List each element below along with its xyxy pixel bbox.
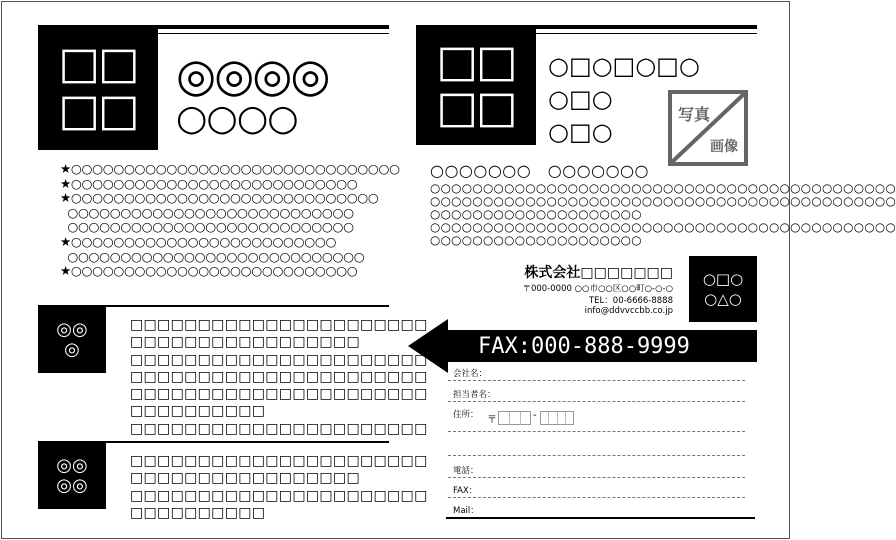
form-line-phone[interactable] xyxy=(448,477,745,478)
right-body-text: ○○○○○○○○○○○○○○○○○○○○○○○○○○○○○○○○○○○○○○○○○○○○ ○○○○○○○○○○○○○○○○○○○○○○○○○○○○○○○○○○○○○○○○○○○○ ○○○○○○○○○○○○○○○○○○○○ ○○○○○○○○○○○○○○○○○○○○○○○○○○○○○○○○○○○○○○○○○○○○ ○○○○○○○○○○○○○○○○○○○○ xyxy=(430,181,896,247)
company-name: 株式会社□□□□□□□ xyxy=(524,265,673,281)
fax-banner xyxy=(446,330,757,362)
fax-number: FAX:000-888-9999 xyxy=(478,333,690,359)
left-title-line2: ○○○○ xyxy=(176,98,298,139)
left-header-box-text: □□ □□ xyxy=(58,38,138,136)
form-label-address: 住所： xyxy=(453,410,479,420)
zip-field-1-sep-a xyxy=(509,412,510,424)
form-label-phone: 電話： xyxy=(453,466,479,476)
photo-placeholder xyxy=(668,90,748,166)
section1-icon: ◎◎ ◎ xyxy=(38,307,106,373)
right-header-box xyxy=(416,25,536,145)
photo-label-1: 写真 xyxy=(678,105,711,124)
photo-label-2: 画像 xyxy=(710,139,738,155)
right-title: ○□○□○□○ ○□○ ○□○ xyxy=(548,52,700,146)
form-label-fax: FAX： xyxy=(453,486,478,496)
company-tel: TEL：00-6666-8888 xyxy=(588,296,673,306)
left-title-line1: ◎◎◎◎ xyxy=(176,48,329,102)
company-logo: ○□○ ○△○ xyxy=(689,256,757,322)
section2-text: □□□□□□□□□□□□□□□□□□□□□□ □□□□□□□□□□□□□□□□□ □□□□□□□□□□□□□□□□□□□□□□ □□□□□□□□□□ xyxy=(130,453,428,521)
section1-text: □□□□□□□□□□□□□□□□□□□□□□ □□□□□□□□□□□□□□□□□ □□□□□□□□□□□□□□□□□□□□□□ □□□□□□□□□□□□□□□□□□□□□□ □□□□□□□□□□□□□□□□□□□□□□ □□□□□□□□□□ □□□□□□□□□□□□□□□□□□□□□□ xyxy=(130,317,428,437)
section2-icon: ◎◎ ◎◎ xyxy=(38,443,106,509)
right-header-rule-thick xyxy=(536,25,757,29)
zip-field-2-sep-c xyxy=(565,412,566,424)
form-label-company: 会社名： xyxy=(453,369,488,379)
left-header-rule-thin xyxy=(158,33,389,34)
form-bottom-rule xyxy=(446,517,755,519)
zip-mark: 〒 xyxy=(487,415,497,426)
fax-arrow-icon xyxy=(408,319,448,373)
zip-field-2-sep-b xyxy=(557,412,558,424)
form-line-person[interactable] xyxy=(448,401,745,402)
right-header-box-text: □□ □□ xyxy=(436,35,516,133)
zip-field-2-sep-a xyxy=(548,412,549,424)
left-bullet-list: ★○○○○○○○○○○○○○○○○○○○○○○○○○○○○○○○ ★○○○○○○○○○○○○○○○○○○○○○○○○○○○ ★○○○○○○○○○○○○○○○○○○○○○○○○○○○○○ ○○○○○○○○○○○○○○○○○○○○○○○○○○○ ○○○○○○○○○○○○○○○○○○○○○○○○○○○ ★○○○○○○○○○○○○○○○○○○○○○○○○○ ○○○○○○○○○○○○○○○○○○○○○○○○○○○○ ★○○○○○○○○○○○○○○○○○○○○○○○○○○○ xyxy=(60,161,400,279)
right-subtitle: ○○○○○○○ ○○○○○○○ xyxy=(430,161,649,180)
zip-dash: - xyxy=(533,410,537,421)
left-header-box xyxy=(38,25,158,150)
right-header-rule-thin xyxy=(536,33,757,34)
zip-field-1-sep-b xyxy=(520,412,521,424)
form-line-address-1[interactable] xyxy=(448,431,745,432)
form-line-address-2[interactable] xyxy=(448,455,745,456)
form-line-company[interactable] xyxy=(448,380,745,381)
left-header-rule-thick xyxy=(158,25,389,29)
company-email: info@ddvvccbb.co.jp xyxy=(584,306,673,316)
zip-field-1[interactable] xyxy=(498,411,531,425)
form-label-person: 担当者名： xyxy=(453,390,496,400)
company-address: 〒000-0000 ○○市○○区○○町○-○-○ xyxy=(522,284,673,294)
form-label-mail: Mail： xyxy=(453,506,479,516)
form-line-fax[interactable] xyxy=(448,497,745,498)
